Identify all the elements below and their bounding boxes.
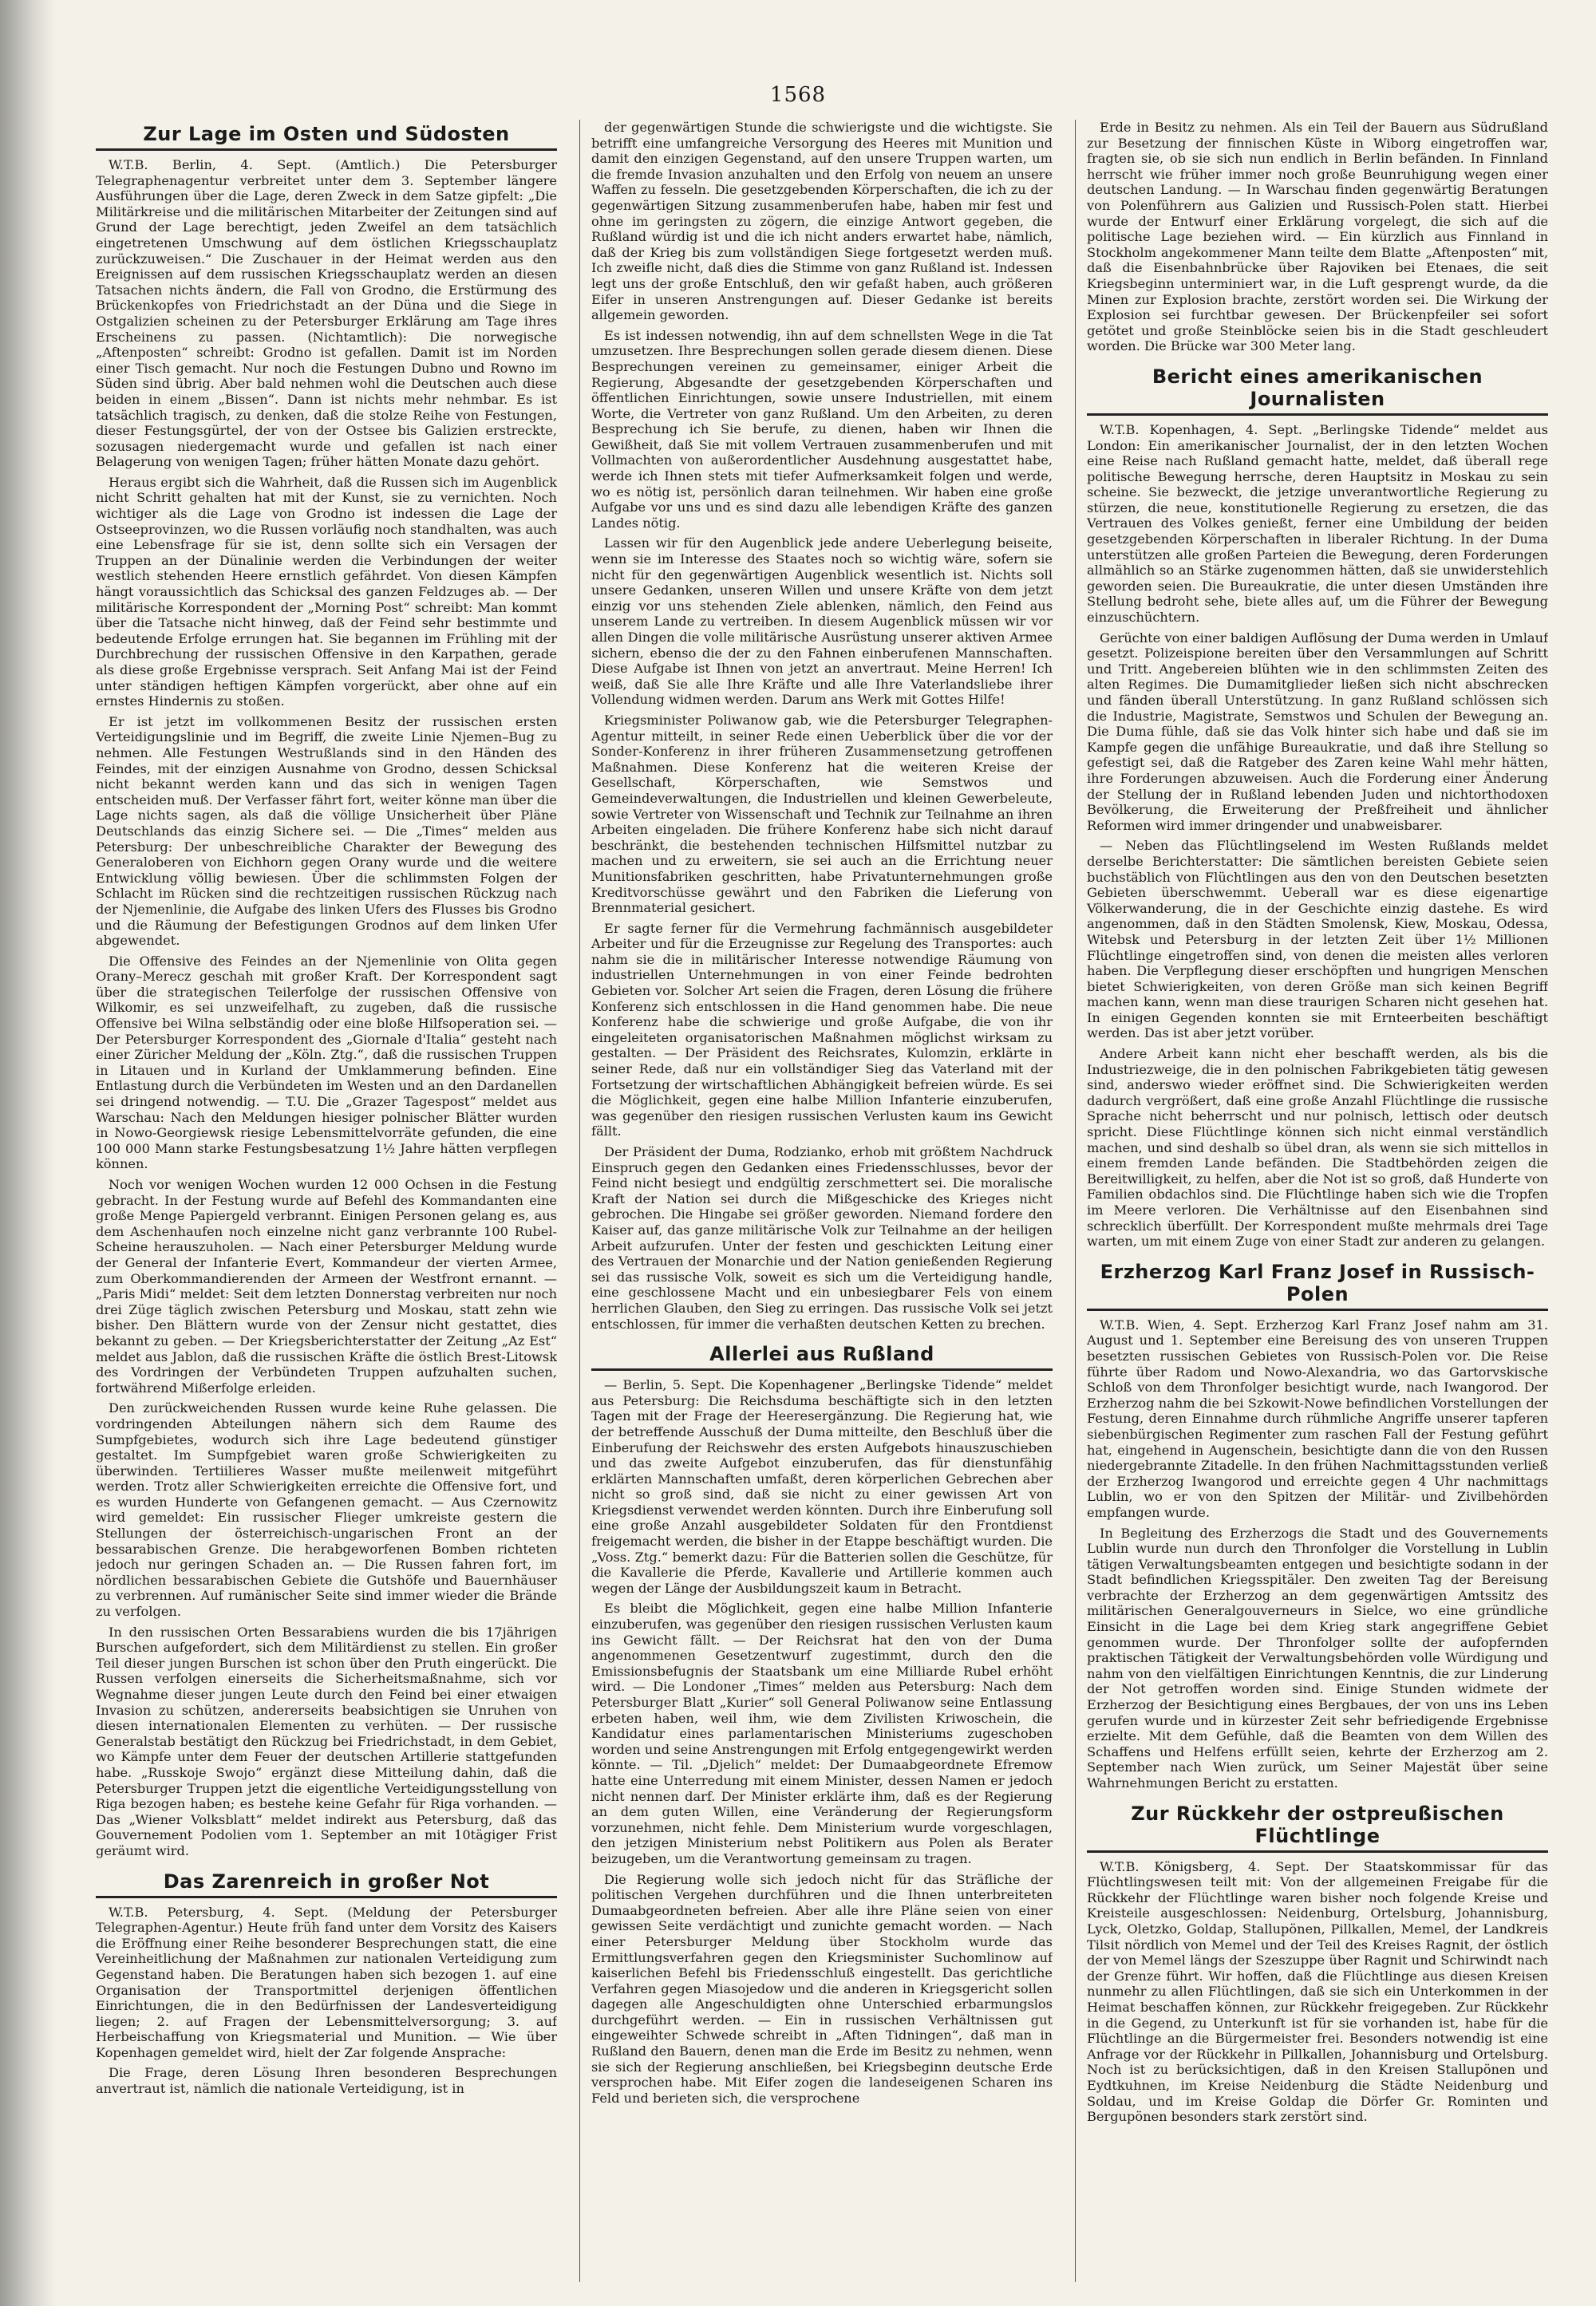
article <box>96 1870 557 2097</box>
article <box>1087 1803 1548 2125</box>
article-paragraph: Gerüchte von einer baldigen Auflösung der Duma werden in Umlauf gesetzt. Polizeispione bereiten über den Versammlungen auf Schritt und Tritt. Angebereien blühten wie in den schlimmsten Zeiten des alten Regimes. Die Dumamitglieder ließen sich nicht abschrecken und fänden überall Unterstützung. In ganz Rußland schlössen sich die Industrie, Magistrate, Semstwos und Schulen der Bewegung an. Die Duma fühle, daß sie das Volk hinter sich habe und daß sie im Kampfe gegen die unfähige Bureaukratie, und daß ihre Stellung so gefestigt sei, daß die Ratgeber des Zaren keine Wahl mehr hätten, ihre Forderungen abzuweisen. Auch die Forderung einer Änderung der Stellung der in Rußland lebenden Juden und nichtorthodoxen Bevölkerung, die Erweiterung der Preßfreiheit und ähnlicher Reformen wird immer dringender und unabweisbarer. <box>1087 630 1548 833</box>
article-paragraph: — Neben das Flüchtlingselend im Westen Rußlands meldet derselbe Berichterstatter: Die sämtlichen bereisten Gebiete seien buchstäblich von Flüchtlingen aus den von den Deutschen besetzten Gebieten überschwemmt. Ueberall war es diese eigenartige Völkerwanderung, die in der Geschichte einzig dastehe. Es wird angenommen, daß in den Städten Smolensk, Kiew, Moskau, Odessa, Witebsk und Petersburg in der letzten Zeit über 1½ Millionen Flüchtlinge eingetroffen sind, von denen die meisten alles verloren haben. Die Verpflegung dieser erschöpften und hungrigen Menschen bietet Schwierigkeiten, von deren Größe man sich keinen Begriff machen kann, wenn man diese traurigen Scharen nicht gesehen hat. In einigen Gegenden konnten sie mit Ernteerbeiten beschäftigt werden. Das ist aber jetzt vorüber. <box>1087 838 1548 1041</box>
article-paragraph: In Begleitung des Erzherzogs die Stadt und des Gouvernements Lublin wurde nun durch den Thronfolger die Vorstellung in Lublin tätigen Verwaltungsbeamten entgegen und besichtigte sodann in der Stadt befindlichen Kriegsspitäler. Den zweiten Tag der Bereisung verbrachte der Erzherzog an dem gegenwärtigen Amtssitz des militärischen Generalgouverneurs in Sielce, wo eine gründliche Einsicht in die Lage bei dem Krieg stark angegriffene Gebiet genommen wurde. Der Thronfolger sollte der aufopfernden praktischen Tätigkeit der Verwaltungsbehörden volle Würdigung und nahm von den vielfältigen Einrichtungen Kenntnis, die zur Linderung der Not getroffen worden sind. Einige Stunden widmete der Erzherzog der Besichtigung eines Bergbaues, der von uns ins Leben gerufen wurde und in kürzester Zeit sehr befriedigende Ergebnisse erzielte. Mit dem Gefühle, daß die Beamten von dem Willen des Schaffens und Helfens erfüllt seien, kehrte der Erzherzog am 2. September nach Wien zurück, um Seiner Majestät über seine Wahrnehmungen Bericht zu erstatten. <box>1087 1525 1548 1791</box>
article-paragraph: Die Regierung wolle sich jedoch nicht für das Sträfliche der politischen Vergehen durchführen und die Ihnen unterbreiteten Dumaabgeordneten befreien. Aber alle ihre Pläne seien von einer gewissen Seite verdächtigt und zunichte gemacht worden. — Nach einer Petersburger Meldung über Stockholm wurde das Ermittlungsverfahren gegen den Kriegsminister Suchomlinow auf kaiserlichen Befehl bis Friedensschluß eingestellt. Das gerichtliche Verfahren gegen Miasojedow und die anderen in Kriegsgericht sollen dagegen alle Angeschuldigten ohne Unterschied erbarmungslos durchgeführt werden. — Ein in russischen Verhältnissen gut eingeweihter Schwede schreibt in „Aften Tidningen“, daß man in Rußland den Bauern, denen man die Erde im Besitz zu nehmen, wenn sie sich der Regierung anschließen, bei Kriegsbeginn deutsche Erde versprochen habe. Mit Eifer zogen die landeseigenen Scharen ins Feld und berieten sich, die versprochene <box>591 1871 1053 2106</box>
column-1 <box>96 120 557 2282</box>
article-paragraph: Den zurückweichenden Russen wurde keine Ruhe gelassen. Die vordringenden Abteilungen nähern sich dem Raume des Sumpfgebietes, wodurch sich ihre Lage bedeutend günstiger gestaltet. Im Sumpfgebiet waren große Schwierigkeiten zu überwinden. Tertiilieres Wasser mußte meilenweit mitgeführt werden. Trotz aller Schwierigkeiten erreichte die Offensive fort, und es wurden Hunderte von Gefangenen gemacht. — Aus Czernowitz wird gemeldet: Ein russischer Flieger umkreiste gestern die Stellungen der österreichisch-ungarischen Front an der bessarabischen Grenze. Die herabgeworfenen Bomben richteten jedoch nur geringen Schaden an. — Die Russen fahren fort, im nördlichen bessarabischen Gebiete die Gutshöfe und Bauernhäuser zu verbrennen. Auf rumänischer Seite sind immer wieder die Brände zu verfolgen. <box>96 1400 557 1620</box>
article <box>1087 120 1548 354</box>
article-paragraph: W.T.B. Berlin, 4. Sept. (Amtlich.) Die Petersburger Telegraphenagentur verbreitet unter dem 3. September längere Ausführungen über die Lage, deren Zweck in dem Satze gipfelt: „Die Militärkreise und die militärischen Mitarbeiter der Zeitungen sind auf Grund der Lage berechtigt, jeden Zweifel an dem tatsächlich eingetretenen Umschwung auf dem östlichen Kriegsschauplatz zurückzuweisen.“ Die Zuschauer in der Heimat werden aus den Ereignissen auf dem russischen Kriegsschauplatz werden an diesen Tatsachen nichts ändern, die Fall von Grodno, die Erstürmung des Brückenkopfes von Friedrichstadt an der Düna und die Siege in Ostgalizien scheinen zu der Petersburger Erklärung am Tage ihres Erscheinens zu passen. (Nichtamtlich): Die norwegische „Aftenposten“ schreibt: Grodno ist gefallen. Damit ist im Norden einer Tisch gemacht. Nur noch die Festungen Dubno und Rowno im Süden sind übrig. Aber bald nehmen wohl die Deutschen auch diese beiden in einem „Bissen“. Dann ist nichts mehr nehmbar. Es ist tatsächlich tragisch, zu denken, daß die stolze Reihe von Festungen, dieser Festungsgürtel, der von der Ostsee bis Galizien erstreckte, sozusagen niedergemacht wurde und gefallen ist nach einer Belagerung von wenigen Tagen; früher hätten Monate dazu gehört. <box>96 157 557 470</box>
article-headline: Das Zarenreich in großer Not <box>96 1870 557 1898</box>
article-paragraph: Die Offensive des Feindes an der Njemenlinie von Olita gegen Orany–Merecz geschah mit großer Kraft. Der Korrespondent sagt über die strategischen Teilerfolge der russischen Offensive von Wilkomir, es sei unzweifelhaft, zu zugeben, daß die russische Offensive bei Wilna selbständig oder eine bloße Hilfsoperation sei. — Der Petersburger Korrespondent des „Giornale d'Italia“ gesteht nach einer Züricher Meldung der „Köln. Ztg.“, daß die russischen Truppen in Litauen und in Kurland der Umklammerung befinden. Eine Entlastung durch die Verbündeten im Westen und an den Dardanellen sei dringend notwendig. — T.U. Die „Grazer Tagespost“ meldet aus Warschau: Nach den Meldungen hiesiger polnischer Blätter wurden in Nowo-Georgiewsk riesige Lebensmittelvorräte gefunden, die eine 100 000 Mann starke Festungsbesatzung 1½ Jahre hätten verpflegen können. <box>96 953 557 1172</box>
article-paragraph: Erde in Besitz zu nehmen. Als ein Teil der Bauern aus Südrußland zur Besetzung der finnischen Küste in Wiborg eingetroffen war, fragten sie, ob sie sich nun endlich in Berlin befänden. In Finnland herrscht wie früher immer noch große Beunruhigung wegen einer deutschen Landung. — In Warschau finden gegenwärtig Beratungen von Polenführern aus Galizien und Russisch-Polen statt. Hierbei wurde der Entwurf einer Erklärung vorgelegt, die sich auf die politische Lage beziehen wird. — Ein kürzlich aus Finnland in Stockholm angekommener Mann teilte dem Blatte „Aftenposten“ mit, daß die Eisenbahnbrücke über Rajoviken bei Etenaes, die seit Kriegsbeginn unterminiert war, in die Luft gesprengt wurde, da die Minen zur Explosion brachte, zerstört worden sei. Die Wirkung der Explosion sei furchtbar gewesen. Der Brückenpfeiler sei sofort getötet und große Steinblöcke seien bis in die Stadt geschleudert worden. Die Brücke war 300 Meter lang. <box>1087 120 1548 354</box>
article-paragraph: Die Frage, deren Lösung Ihren besonderen Besprechungen anvertraut ist, nämlich die nationale Verteidigung, ist in <box>96 2065 557 2097</box>
article <box>96 123 557 1859</box>
article-paragraph: Heraus ergibt sich die Wahrheit, daß die Russen sich im Augenblick nicht Schritt gehalten hat mit der Kunst, sie zu vernichten. Noch wichtiger als die Lage von Grodno ist indessen die Lage der Ostseeprovinzen, wo die Russen vorläufig noch standhalten, was auch eine Lebensfrage für sie ist, denn sollte sich ein Versagen der Truppen an der Dünalinie werden die Verbindungen der weiter westlich stehenden Heere ernstlich gefährdet. Von diesen Kämpfen hängt voraussichtlich das Schicksal des ganzen Feldzuges ab. — Der militärische Korrespondent der „Morning Post“ schreibt: Man kommt über die Tatsache nicht hinweg, daß der Feind sehr bestimmte und bedeutende Erfolge errungen hat. Sie begannen im Frühling mit der Durchbrechung der russischen Offensive in den Karpathen, gerade als diese große Ergebnisse versprach. Seit Anfang Mai ist der Feind unter ständigen heftigen Kämpfen vorgerückt, aber ohne auf ein ernstes Hindernis zu stoßen. <box>96 474 557 709</box>
article-paragraph: Lassen wir für den Augenblick jede andere Ueberlegung beiseite, wenn sie im Interesse des Staates noch so wichtig wäre, sofern sie nicht für den gegenwärtigen Augenblick wesentlich ist. Nichts soll unsere Gedanken, unseren Willen und unsere Kräfte von dem jetzt einzig vor uns stehenden Ziele ablenken, nämlich, den Feind aus unserem Lande zu vertreiben. In diesem Augenblick müssen wir vor allen Dingen die volle militärische Ausrüstung unserer aktiven Armee sichern, ebenso die der zu den Fahnen einberufenen Mannschaften. Diese Aufgabe ist Ihnen von jetzt an anvertraut. Meine Herren! Ich weiß, daß Sie alle Ihre Kräfte und alle Ihre Vaterlandsliebe ihrer Vollendung widmen werden. Darum ans Werk mit Gottes Hilfe! <box>591 535 1053 708</box>
article-paragraph: Andere Arbeit kann nicht eher beschafft werden, als bis die Industriezweige, die in den polnischen Fabrikgebieten tätig gewesen sind, anderswo wieder eröffnet sind. Die Schwierigkeiten werden dadurch vergrößert, daß eine große Anzahl Flüchtlinge die russische Sprache nicht beherrscht und nur polnisch, lettisch oder deutsch spricht. Diese Flüchtlinge können sich nicht einmal verständlich machen, und sind deshalb so übel dran, als wenn sie sich mittellos in einem fremden Lande befänden. Die Stadtbehörden zeigen die Bereitwilligkeit, zu helfen, aber die Not ist so groß, daß Hunderte von Familien obdachlos sind. Die Flüchtlinge haben sich wie die Tropfen im Meere verloren. Die Verhältnisse auf den Eisenbahnen sind schrecklich überfüllt. Der Korrespondent mußte mehrmals drei Tage warten, um mit einem Zuge von einer Stadt zur anderen zu gelangen. <box>1087 1046 1548 1250</box>
article-headline: Allerlei aus Rußland <box>591 1343 1053 1371</box>
article <box>591 1343 1053 2106</box>
article-paragraph: Er sagte ferner für die Vermehrung fachmännisch ausgebildeter Arbeiter und für die Erzeugnisse zur Regelung des Transportes: auch nahm sie die in militärischer Interesse notwendige Räumung von industriellen Unternehmungen in von einer Feinde bedrohten Gebieten vor. Solcher Art seien die Fragen, deren Lösung die frühere Konferenz sich entschlossen in die Hand genommen habe. Die neue Konferenz habe die schwierige und große Aufgabe, die von ihr eingeleiteten organisatorischen Maßnahmen möglichst wirksam zu gestalten. — Der Präsident des Reichsrates, Kulomzin, erklärte in seiner Rede, daß nur ein vollständiger Sieg das Vaterland mit der Fortsetzung der wirtschaftlichen Abhängigkeit befreien würde. Es sei die Möglichkeit, gegen eine halbe Million Infanterie einzuberufen, was gegenüber den riesigen russischen Verlusten kaum ins Gewicht fällt. <box>591 920 1053 1139</box>
article-paragraph: Der Präsident der Duma, Rodzianko, erhob mit größtem Nachdruck Einspruch gegen den Gedanken eines Friedensschlusses, bevor der Feind nicht besiegt und endgültig zerschmettert sei. Die moralische Kraft der Nation sei durch die Mißgeschicke des Krieges nicht gebrochen. Die Hingabe sei größer geworden. Niemand fordere den Kaiser auf, das ganze militärische Volk zur Teilnahme an der heiligen Arbeit aufzurufen. Unter der festen und geschickten Leitung einer des Vertrauen der Monarchie und der Nation genießenden Regierung sei das russische Volk, soweit es sich um die Verteidigung handle, eine geschlossene Macht und ein unbesiegbarer Fels von einem herrlichen Glauben, den Sieg zu erringen. Das russische Volk sei jetzt entschlossen, für immer die verhaßten deutschen Ketten zu brechen. <box>591 1144 1053 1332</box>
article-paragraph: W.T.B. Petersburg, 4. Sept. (Meldung der Petersburger Telegraphen-Agentur.) Heute früh fand unter dem Vorsitz des Kaisers die Eröffnung einer Reihe besonderer Besprechungen statt, die eine Vereinheitlichung der Maßnahmen zur nationalen Verteidigung zum Gegenstand haben. Die Beratungen haben sich bezogen 1. auf eine Organisation der Transportmittel derjenigen öffentlichen Einrichtungen, die in den Bedürfnissen der Landesverteidigung liegen; 2. auf Fragen der Lebensmittelversorgung; 3. auf Herbeischaffung von Kriegsmaterial und Munition. — Wie über Kopenhagen gemeldet wird, hielt der Zar folgende Ansprache: <box>96 1904 557 2060</box>
article-headline: Zur Rückkehr der ostpreußischen Flüchtlinge <box>1087 1803 1548 1853</box>
scan-edge <box>0 0 56 2306</box>
article-paragraph: W.T.B. Kopenhagen, 4. Sept. „Berlingske Tidende“ meldet aus London: Ein amerikanischer Journalist, der in den letzten Wochen eine Reise nach Rußland gemacht hatte, meldet, daß überall rege politische Bewegung herrsche, deren Hauptsitz in Moskau zu sein scheine. Sie bezweckt, die jetzige unverantwortliche Regierung zu stürzen, die neue, konstitutionelle Regierung zu ersetzen, die das Vertrauen des Volkes genießt, ferner eine Umbildung der beiden gesetzgebenden Körperschaften in liberaler Richtung. In der Duma unterstützen alle großen Parteien die Bewegung, deren Forderungen allmählich so an Stärke zugenommen hätten, daß sie unwiderstehlich geworden seien. Die Bureaukratie, die unter diesen Umständen ihre Stellung bedroht sehe, biete alles auf, um die Führer der Bewegung einzuschüchtern. <box>1087 421 1548 626</box>
article-paragraph: W.T.B. Wien, 4. Sept. Erzherzog Karl Franz Josef nahm am 31. August und 1. September eine Bereisung des von unseren Truppen besetzten russischen Gebietes von Russisch-Polen vor. Die Reise führte über Radom und Nowo-Alexandria, wo das Gartorvskische Schloß von dem Thronfolger besichtigt wurde, nach Iwangorod. Der Erzherzog nahm die bei Szkowit-Nowe befindlichen Vorstellungen der Festung, deren Einnahme durch rühmliche Angriffe unserer tapferen siebenbürgischen Regimenter zum raschen Fall der Festung geführt hat, eingehend in Augenschein, besichtigte dann die von den Russen niedergebrannte Zitadelle. In den frühen Nachmittagsstunden verließ der Erzherzog Iwangorod und erreichte gegen 4 Uhr nachmittags Lublin, wo er von den Spitzen der Militär- und Zivilbehörden empfangen wurde. <box>1087 1317 1548 1520</box>
article <box>1087 1261 1548 1791</box>
article-paragraph: In den russischen Orten Bessarabiens wurden die bis 17jährigen Burschen aufgefordert, sich dem Militärdienst zu stellen. Ein großer Teil dieser jungen Burschen ist schon über den Pruth eingerückt. Die Russen verfolgen einerseits die Sicherheitsmaßnahme, sich vor Wegnahme dieser jungen Leute durch den Feind bei einer etwaigen Invasion zu schützen, andererseits beabsichtigen sie Unruhen von diesen internationalen Elementen zu verhüten. — Der russische Generalstab bestätigt den Rückzug bei Friedrichstadt, in dem Gebiet, wo Kämpfe unter dem Feuer der deutschen Artillerie stattgefunden habe. „Russkoje Swojo“ ergänzt diese Mitteilung dahin, daß die Petersburger Truppen jetzt die eigentliche Verteidigungsstellung von Riga bezogen haben; es bestehe keine Gefahr für Riga vorhanden. — Das „Wiener Volksblatt“ meldet indirekt aus Petersburg, daß das Gouvernement Podolien vom 1. September an mit 10tägiger Frist geräumt wird. <box>96 1624 557 1858</box>
article <box>1087 365 1548 1250</box>
page-number: 1568 <box>769 83 827 107</box>
article-headline: Zur Lage im Osten und Südosten <box>96 123 557 151</box>
article-paragraph: — Berlin, 5. Sept. Die Kopenhagener „Berlingske Tidende“ meldet aus Petersburg: Die Reichsduma beschäftigte sich in den letzten Tagen mit der Frage der Heeresergänzung. Die Regierung hat, wie der betreffende Ausschuß der Duma mitteilte, den Beschluß über die Einberufung der Reichswehr des ersten Aufgebots hinauszuschieben und das zweite Aufgebot einzuberufen, das für dienstunfähig erklärten Mannschaften umfaßt, deren körperlichen Gebrechen aber nicht so groß sind, daß sie nicht zu einer gewissen Art von Kriegsdienst verwendet werden könnten. Durch ihre Einberufung soll eine große Anzahl ausgebildeter Soldaten für den Frontdienst freigemacht werden, die bisher in der Etappe beschäftigt wurden. Die „Voss. Ztg.“ bemerkt dazu: Für die Batterien sollen die Geschütze, für die Kavallerie die Pferde, Kavallerie und Artillerie kommen auch wegen der Länge der Ausbildungszeit kaum in Betracht. <box>591 1377 1053 1596</box>
columns-container <box>96 120 1548 2282</box>
article-paragraph: Er ist jetzt im vollkommenen Besitz der russischen ersten Verteidigungslinie und im Begriff, die zweite Linie Njemen–Bug zu nehmen. Alle Festungen Westrußlands sind in den Händen des Feindes, mit der einzigen Ausnahme von Grodno, dessen Schicksal nicht bekannt werden kann und das sich in wenigen Tagen entscheiden muß. Der Verfasser fährt fort, weiter könne man über die Lage nichts sagen, als daß die völlige Unsicherheit über Pläne Deutschlands das einzig Sichere sei. — Die „Times“ melden aus Petersburg: Der unbeschreibliche Charakter der Bewegung des Generaloberen von Eichhorn gegen Orany wurde und die weitere Entwicklung völlig bewiesen. Über die schlimmsten Folgen der Schlacht im Rücken sind die rechtzeitigen russischen Rückzug nach der Njemenlinie, die Aufgabe des linken Ufers des Flusses bis Grodno und die Räumung der Befestigungen Grodnos auf dem linken Ufer abgewendet. <box>96 713 557 949</box>
article-paragraph: W.T.B. Königsberg, 4. Sept. Der Staatskommissar für das Flüchtlingswesen teilt mit: Von der allgemeinen Freigabe für die Rückkehr der Flüchtlinge waren bisher noch folgende Kreise und Kreisteile ausgeschlossen: Neidenburg, Ortelsburg, Johannisburg, Lyck, Oletzko, Goldap, Stallupönen, Pillkallen, Memel, der Landkreis Tilsit nördlich von Memel und der Teil des Kreises Ragnit, der östlich der von Memel längs der Szeszuppe über Ragnit und Schirwindt nach der Grenze führt. Wir hoffen, daß die Flüchtlinge aus diesen Kreisen nunmehr zu allen Flüchtlingen, daß sie sich ein Unterkommen in der Heimat beschaffen können, zur Rückkehr freigegeben. Zur Rückkehr in die Gegend, zu Unterkunft ist für sie vorhanden ist, habe für die Flüchtlinge an die Bürgermeister frei. Besonders notwendig ist eine Anfrage vor der Rückkehr in Pillkallen, Johannisburg und Ortelsburg. Noch ist zu berücksichtigen, daß in den Kreisen Stallupönen und Eydtkuhnen, im Kreise Neidenburg die Städte Neidenburg und Soldau, und im Kreise Goldap die Dörfer Gr. Rominten und Bergupönen besonders stark zerstört sind. <box>1087 1858 1548 2125</box>
column-3 <box>1075 120 1548 2282</box>
article <box>591 120 1053 1332</box>
article-paragraph: Noch vor wenigen Wochen wurden 12 000 Ochsen in die Festung gebracht. In der Festung wurde auf Befehl des Kommandanten eine große Menge Papiergeld verbrannt. Einigen Personen gelang es, aus dem Aschenhaufen noch einzelne nicht ganz verbrannte 100 Rubel-Scheine herauszuholen. — Nach einer Petersburger Meldung wurde der General der Infanterie Evert, Kommandeur der vierten Armee, zum Oberkommandierenden der Armeen der Westfront ernannt. — „Paris Midi“ meldet: Seit dem letzten Donnerstag verbreiten nur noch drei Züge täglich zwischen Petersburg und Moskau, statt zehn wie bisher. Den Blättern wurde von der Zensur nicht gestattet, dies bekannt zu geben. — Der Kriegsberichterstatter der Zeitung „Az Est“ meldet aus Jablon, daß die russischen Kräfte die östlich Brest-Litowsk des Vordringen der Verbündeten Truppen aufzuhalten suchen, fortwährend Mißerfolge erleiden. <box>96 1177 557 1396</box>
article-paragraph: Es ist indessen notwendig, ihn auf dem schnellsten Wege in die Tat umzusetzen. Ihre Besprechungen sollen gerade diesem dienen. Diese Besprechungen vereinen zu gemeinsamer, einiger Arbeit die Regierung, Abgesandte der gesetzgebenden Körperschaften und öffentlichen Einrichtungen, sowie unsere Industriellen, mit einem Worte, die Vertreter von ganz Rußland. Um den Arbeiten, zu deren Besprechung ich Sie berufe, zu dienen, haben wir Ihnen die Gewißheit, daß Sie mit vollem Vertrauen zusammenberufen und mit Vollmachten von außerordentlicher Ausdehnung ausgestattet habe, werde ich Ihnen stets mit tiefer Aufmerksamkeit folgen und werde, wo es nötig ist, persönlich daran teilnehmen. Wir haben eine große Aufgabe vor uns und es sind dazu alle lebendigen Kräfte des ganzen Landes nötig. <box>591 327 1053 531</box>
article-paragraph: Kriegsminister Poliwanow gab, wie die Petersburger Telegraphen-Agentur mitteilt, in seiner Rede einen Ueberblick über die vor der Sonder-Konferenz in ihrer früheren Zusammensetzung getroffenen Maßnahmen. Diese Konferenz hat die weiteren Kreise der Gesellschaft, Körperschaften, wie Semstwos und Gemeindeverwaltungen, die Industriellen und kleinen Gewerbeleute, sowie Vertreter von Wissenschaft und Technik zur Teilnahme an ihren Arbeiten eingeladen. Die frühere Konferenz habe sich nicht darauf beschränkt, die bestehenden technischen Hilfsmittel nutzbar zu machen und zu erweitern, sie sei auch an die Errichtung neuer Munitionsfabriken geschritten, habe Privatunternehmungen große Kreditvorschüsse gewährt und den Fabriken die Lieferung von Brennmaterial gesichert. <box>591 712 1053 916</box>
article-paragraph: der gegenwärtigen Stunde die schwierigste und die wichtigste. Sie betrifft eine umfangreiche Versorgung des Heeres mit Munition und damit den einzigen Gegenstand, auf den unsere Truppen warten, um die fremde Invasion anzuhalten und den Erfolg von neuem an unsere Waffen zu fesseln. Die gesetzgebenden Körperschaften, die ich zu der gegenwärtigen Sitzung zusammenberufen habe, haben mir fest und ohne im geringsten zu zögern, die einzige Antwort gegeben, die Rußland würdig ist und die ich nicht anders erwartet habe, nämlich, daß der Krieg bis zum vollständigen Siege fortgesetzt werden muß. Ich zweifle nicht, daß dies die Stimme von ganz Rußland ist. Indessen legt uns der große Entschluß, den wir gefaßt haben, auch größeren Eifer in unseren Anstrengungen auf. Dieser Gedanke ist bereits allgemein geworden. <box>591 120 1053 323</box>
article-paragraph: Es bleibt die Möglichkeit, gegen eine halbe Million Infanterie einzuberufen, was gegenüber den riesigen russischen Verlusten kaum ins Gewicht fällt. — Der Reichsrat hat den von der Duma angenommenen Gesetzentwurf zugestimmt, durch den die Emissionsbefugnis der Staatsbank um eine Milliarde Rubel erhöht wird. — Die Londoner „Times“ melden aus Petersburg: Nach dem Petersburger Blatt „Kurier“ soll General Poliwanow seine Entlassung erbeten haben, weil ihm, wie dem Zivilisten Kriwoschein, die Kandidatur eines parlamentarischen Ministeriums zugeschoben worden und seine Anstrengungen mit Erfolg entgegengewirkt werden könnte. — Til. „Djelich“ meldet: Der Dumaabgeordnete Efremow hatte eine Unterredung mit einem Minister, dessen Namen er jedoch nicht nennen darf. Der Minister erklärte ihm, daß es der Regierung an dem guten Willen, eine Veränderung der Regierungsform vorzunehmen, nicht fehle. Dem Ministerium wurde vorgeschlagen, den jetzigen Ministerium nebst Politikern aus Polen als Berater beizugeben, um die Verantwortung gemeinsam zu tragen. <box>591 1601 1053 1866</box>
article-headline: Erzherzog Karl Franz Josef in Russisch-Polen <box>1087 1261 1548 1311</box>
article-headline: Bericht eines amerikanischen Journalisten <box>1087 365 1548 416</box>
column-2 <box>579 120 1053 2282</box>
